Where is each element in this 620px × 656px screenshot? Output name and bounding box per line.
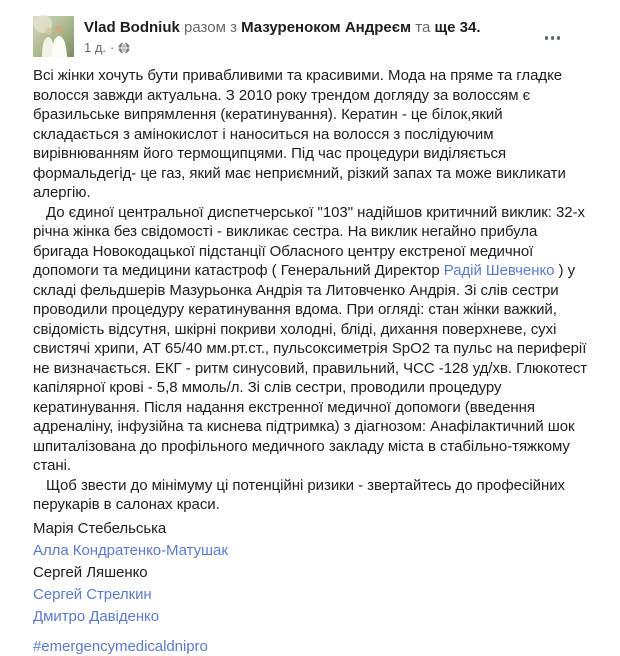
hashtag-link[interactable]: #emergencymedicaldnipro [33,637,208,655]
avatar[interactable] [33,16,74,57]
post-meta [84,40,481,55]
post-paragraph [33,66,588,203]
post-paragraphs [33,66,588,515]
paragraph-text: Всі жінки хочуть бути привабливими та красивими. Мода на пряме та гладке волосся завжди актуальна. З 2010 року трендом догляду за волоссям є бразильське випрямлення (кератинування). Кератин - це білок,який складається з амінокислот і наноситься на волосся з послідуючим вирівнюванням його термощипцями. Під час процедури виділяється формальдегід- це газ, який має неприємний, різкий запах та може викликати алергію. [33,67,566,201]
paragraph-text: Щоб звести до мінімуму ці потенційні ризики - звертайтесь до професійних перукарів в салонах краси. [33,476,565,513]
mention-link[interactable]: Дмитро Давіденко [33,607,160,625]
mention-link[interactable]: Алла Кондратенко-Матушак [33,541,228,559]
post-paragraph [33,476,588,515]
mention-text: Марія Стебельська [33,519,167,537]
globe-icon [118,42,130,54]
timestamp[interactable]: 1 д. [84,40,107,55]
paragraph-text: До єдиної центральної диспетчерської "103" надійшов критичний виклик: 32-х річна жінка без свідомості - викликає сестра. На виклик негайно прибула бригада Новокодацької підстанції Обласного центру екстреної медичної допомоги та медицини катастроф ( Генеральний Директор [33,203,585,279]
more-tagged-count[interactable]: ще 34. [434,19,481,36]
paragraph-text: ) у складі фельдшерів Мазурьонка Андрія та Литовченко Андрія. Зі слів сестри проводили процедуру кератинування вдома. При огляді: стан жінки важкий, свідомість відсутня, шкірні покриви холодні, бліді, дихання поверхневе, сухі свистячі хрипи, АТ 65/40 мм.рт.ст., пульсоксиметрія SpO2 та пульс на периферії не визначається. ЕКГ - ритм синусовий, правильний, ЧСС -128 уд/хв. Глюкотест капілярної крові - 5,8 ммоль/л. Зі слів сестри, проводили процедуру кератинування. Після надання екстренної медичної допомоги (введення адреналіну, інфузійна та киснева підтримка) з діагнозом: Анафілактичний шок шпиталізована до профільного медичного закладу міста в стабільно-тяжкому стані. [33,262,588,474]
post-title-line [84,18,481,37]
post-paragraph [33,203,588,476]
avatar-photo [33,16,74,57]
author-name[interactable]: Vlad Bodniuk [84,19,180,36]
mention-link[interactable]: Сергей Стрелкин [33,585,152,603]
header-text [84,16,481,57]
mentions-list [33,518,588,628]
post-body [33,66,588,656]
meta-separator: · [110,40,115,55]
inline-mention-link[interactable]: Радій Шевченко [443,262,555,279]
with-text: разом з [184,19,237,36]
tagged-name[interactable]: Мазуреноком Андреєм [241,19,412,36]
ellipsis-icon [545,36,561,40]
mention-text: Сергей Ляшенко [33,563,148,581]
more-options-button[interactable] [541,30,565,46]
post-header [33,16,592,57]
and-text: та [415,19,431,36]
